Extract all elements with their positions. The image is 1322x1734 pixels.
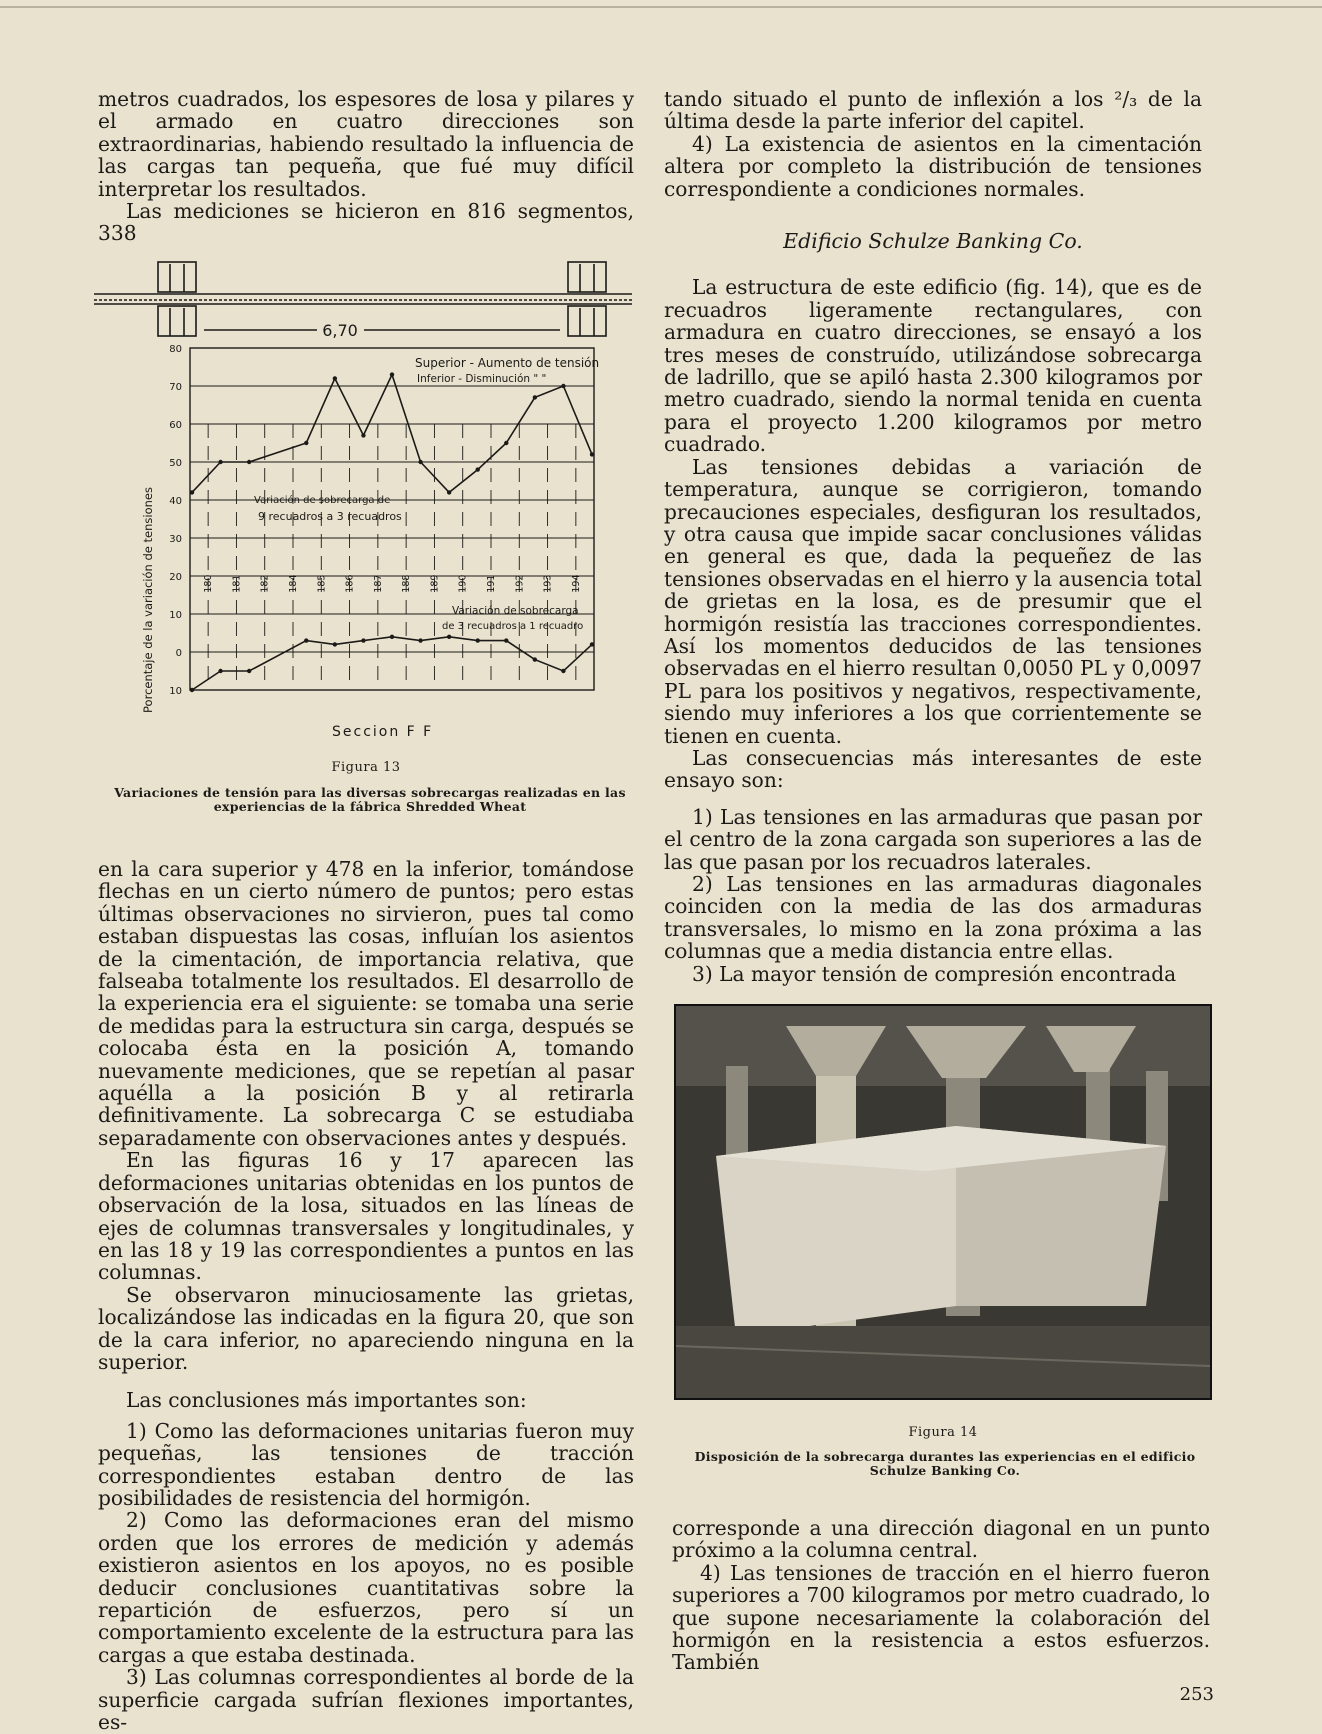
data-point (361, 638, 365, 642)
data-point (561, 669, 565, 673)
x-tick-label: 189 (429, 574, 441, 593)
paragraph: 1) Como las deformaciones unitarias fueron muy pequeñas, las tensiones de tracción correspondientes estaban dentro de las posibilidades de resistencia del hormigón. (98, 1418, 634, 1510)
data-point (333, 376, 337, 380)
paragraph: Las tensiones debidas a variación de temperatura, aunque se corrigieron, tomando precauciones especiales, desfiguran los resultados, y otra causa que impide sacar conclusiones válidas en general es que, dada la pequeñez de las tensiones observadas en el hierro y la ausencia total de grietas en la losa, es de presumir que el hormigón resistía las tracciones correspondientes. Así los momentos deducidos de las tensiones observadas en el hierro resultan 0,0050 PL y 0,0097 PL para los positivos y negativos, respectivamente, siendo muy inferiores a los que corrientemente se tienen en cuenta. (664, 454, 1202, 748)
data-point (247, 460, 251, 464)
x-tick-label: 186 (344, 574, 356, 593)
figure-14-caption: Disposición de la sobrecarga durantes las experiencias en el edificio Schulze Banking Co. (694, 1449, 1196, 1478)
y-tick-label: 60 (169, 420, 182, 431)
photo-illustration (676, 1006, 1210, 1398)
data-point (533, 657, 537, 661)
x-tick-label: 184 (288, 574, 299, 593)
data-point (190, 490, 194, 494)
right-column-top (664, 88, 1202, 985)
right-column-bottom (672, 1517, 1210, 1674)
y-ticks (169, 344, 182, 697)
series-line-1 (192, 375, 592, 493)
data-point (190, 688, 194, 692)
paragraph: En las figuras 16 y 17 aparecen las deformaciones unitarias obtenidas en los puntos de observación de la losa, situados en las líneas de ejes de columnas transversales y longitudinales, y en las 18 y 19 las correspondientes a puntos en las columnas. (98, 1148, 634, 1285)
paragraph: metros cuadrados, los espesores de losa y pilares y el armado en cuatro direcciones son extraordinarias, habiendo resultado la influencia de las cargas tan pequeña, que fué muy difícil interpretar los resultados. (98, 87, 634, 201)
y-tick-label: 50 (169, 458, 182, 469)
data-point (561, 384, 565, 388)
series-line-2 (192, 637, 592, 690)
note-lower-2: de 3 recuadros a 1 recuadro (442, 621, 584, 632)
data-point (476, 638, 480, 642)
slab-elevation (94, 262, 632, 336)
x-ticks (203, 575, 582, 593)
data-point (590, 452, 594, 456)
span-label: 6,70 (322, 321, 358, 340)
data-point (390, 635, 394, 639)
x-tick-label: 188 (401, 574, 413, 593)
legend-upper: Superior - Aumento de tensión (415, 356, 600, 370)
section-heading: Edificio Schulze Banking Co. (783, 229, 1083, 254)
x-tick-label: 182 (259, 574, 271, 593)
y-tick-label: 80 (169, 344, 182, 355)
data-point (418, 638, 422, 642)
x-tick-label: 191 (486, 574, 497, 593)
y-tick-label: 20 (169, 572, 182, 583)
note-upper-1: Variación de sobrecarga de (254, 495, 391, 506)
x-tick-label: 181 (231, 574, 243, 593)
figure-13-drawing (92, 250, 640, 740)
data-point (447, 635, 451, 639)
paragraph: 2) Como las deformaciones eran del mismo orden que los errores de medición y además existieron asientos en los apoyos, no es posible deducir conclusiones cuantitativas sobre la repartición de esfuerzos, pero sí un comportamiento excelente de la estructura para las cargas a que estaba destinada. (98, 1508, 634, 1667)
data-point (333, 642, 337, 646)
x-tick-label: 190 (457, 574, 469, 593)
y-tick-label: 0 (175, 648, 182, 659)
legend-lower: Inferior - Disminución " " (417, 373, 547, 385)
paragraph: corresponde a una dirección diagonal en un punto próximo a la columna central. (672, 1516, 1210, 1563)
paragraph: Las consecuencias más interesantes de este ensayo son: (664, 745, 1202, 793)
x-tick-label: 185 (316, 574, 328, 593)
y-tick-label: 70 (169, 382, 182, 393)
paragraph: La estructura de este edificio (fig. 14), que es de recuadros ligeramente rectangulares, con armadura en cuatro direcciones, se ensayó a los tres meses de construído, utilizándose sobrecarga de ladrillo, que se apiló hasta 2.300 kilogramos por metro cuadrado, siendo la normal tenida en cuenta para el proyecto 1.200 kilogramos por metro cuadrado. (664, 275, 1202, 457)
data-point (476, 467, 480, 471)
y-tick-label: 30 (169, 534, 182, 545)
data-point (590, 642, 594, 646)
data-point (390, 372, 394, 376)
x-tick-label: 180 (203, 574, 215, 593)
x-tick-label: 192 (514, 574, 526, 593)
figure-13-label: Figura 13 (331, 760, 401, 775)
data-point (304, 441, 308, 445)
figure-13 (92, 250, 640, 740)
x-tick-label: 187 (372, 574, 384, 593)
figure-14-label: Figura 14 (908, 1425, 978, 1440)
paragraph: en la cara superior y 478 en la inferior, tomándose flechas en un cierto número de puntos; pero estas últimas observaciones no sirvieron, pues tal como estaban dispuestas las cosas, influían los asientos de la cimentación, de importancia relativa, que falseaba totalmente los resultados. El desarrollo de la experiencia era el siguiente: se tomaba una serie de medidas para la estructura sin carga, después se colocaba ésta en la posición A, tomando nuevamente mediciones, que se repetían al pasar aquélla a la posición B y al retirarla definitivamente. La sobrecarga C se estudiaba separadamente con observaciones antes y después. (98, 857, 634, 1150)
data-point (504, 638, 508, 642)
page-number: 253 (1179, 1684, 1214, 1705)
data-point (247, 669, 251, 673)
paragraph: tando situado el punto de inflexión a los ²/₃ de la última desde la parte inferior del capitel. (664, 87, 1202, 134)
series-lines (190, 372, 594, 692)
left-column-bottom (98, 858, 634, 1733)
data-point (447, 490, 451, 494)
figure-14-photo (674, 1004, 1212, 1400)
data-point (418, 460, 422, 464)
y-tick-label: 10 (169, 686, 182, 697)
paragraph: Se observaron minuciosamente las grietas, localizándose las indicadas en la figura 20, que son de la cara inferior, no apareciendo ninguna en la superior. (98, 1282, 634, 1374)
paragraph: Las conclusiones más importantes son: (126, 1388, 527, 1413)
left-column-top (98, 88, 634, 245)
note-upper-2: 9 recuadros a 3 recuadros (258, 510, 402, 523)
note-lower-1: Variación de sobrecarga (452, 605, 579, 617)
x-tick-label: 194 (570, 574, 582, 593)
paragraph: 4) Las tensiones de tracción en el hierro fueron superiores a 700 kilogramos por metro cuadrado, lo que supone necesariamente la colaboración del hormigón en la resistencia a estos esfuerzos. También (672, 1560, 1210, 1675)
figure-13-caption: Variaciones de tensión para las diversas sobrecargas realizadas en las experiencias de la fábrica Shredded Wheat (114, 785, 626, 814)
paragraph: 3) La mayor tensión de compresión encontrada (692, 961, 1177, 986)
data-point (533, 395, 537, 399)
paragraph: 3) Las columnas correspondientes al borde de la superficie cargada sufrían flexiones importantes, es- (98, 1665, 634, 1734)
paragraph: 4) La existencia de asientos en la cimentación altera por completo la distribución de tensiones correspondiente a condiciones normales. (664, 131, 1202, 201)
data-point (218, 460, 222, 464)
data-point (218, 669, 222, 673)
paragraph: 1) Las tensiones en las armaduras que pasan por el centro de la zona cargada son superiores a las de las que pasan por los recuadros laterales. (664, 804, 1202, 874)
data-point (504, 441, 508, 445)
y-tick-label: 40 (169, 496, 182, 507)
paragraph: 2) Las tensiones en las armaduras diagonales coinciden con la media de las dos armaduras transversales, lo mismo en la zona próxima a las columnas que a media distancia entre ellas. (664, 872, 1202, 964)
page-top-rule (0, 6, 1322, 8)
paragraph: Las mediciones se hicieron en 816 segmentos, 338 (98, 199, 634, 246)
y-axis-label: Porcentaje de la variación de tensiones (141, 487, 155, 713)
data-point (361, 433, 365, 437)
y-tick-label: 10 (169, 610, 182, 621)
section-label: Seccion F F (332, 724, 434, 740)
data-point (304, 638, 308, 642)
x-tick-label: 193 (542, 574, 554, 593)
